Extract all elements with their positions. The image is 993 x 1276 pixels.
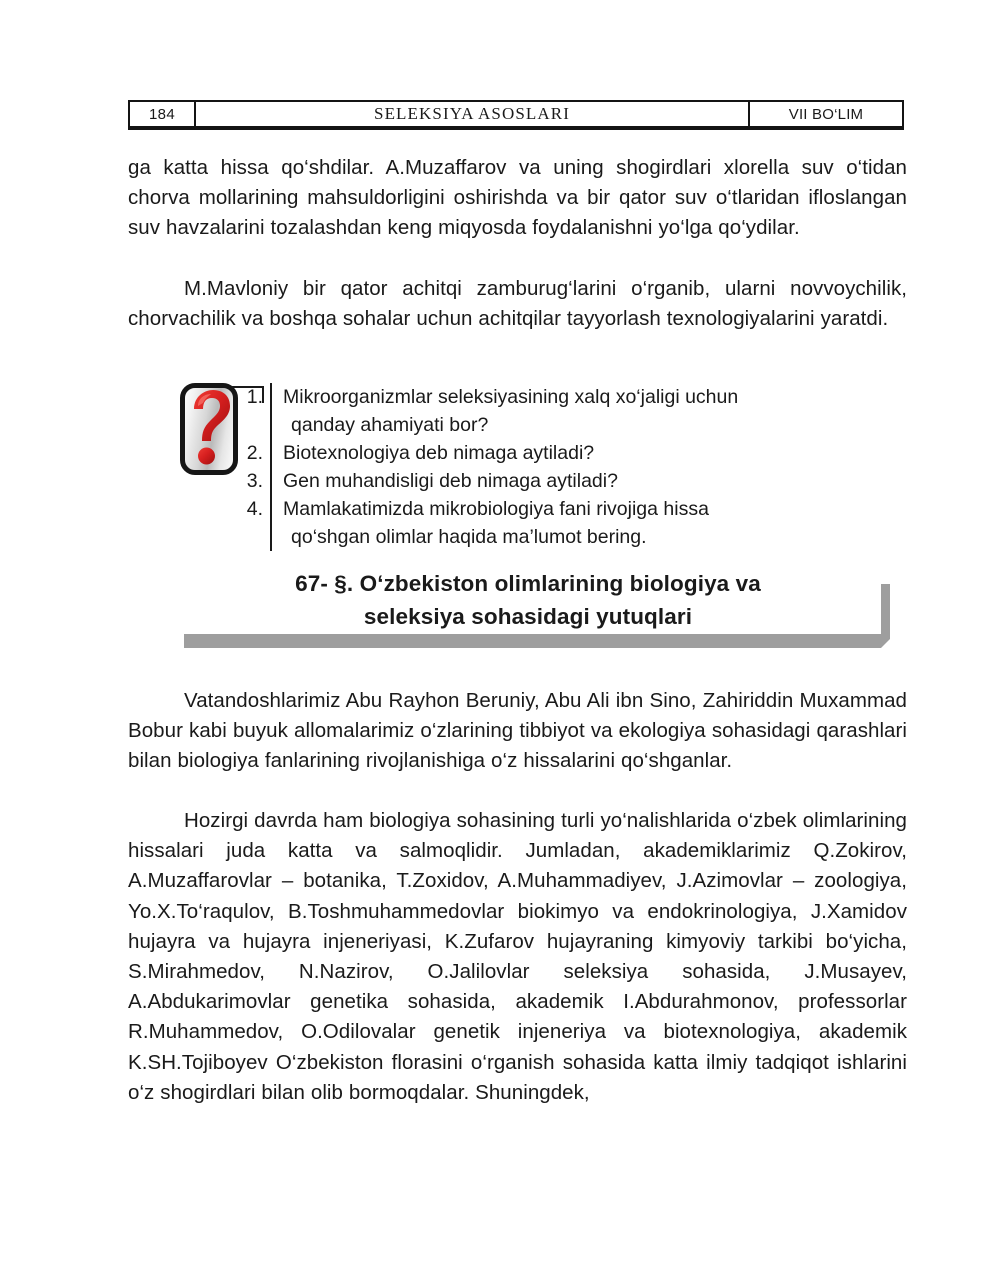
- question-text-line: Mamlakatimizda mikrobiologiya fani rivojiga hissa: [283, 498, 709, 520]
- header-section-label: VII BO‘LIM: [788, 105, 864, 123]
- question-text: [270, 439, 900, 467]
- paragraph-hozirgi: Hozirgi davrda ham biologiya sohasining turli yo‘nalishlarida o‘zbek olimlarining hissalari juda katta va salmoqlidir. Jumladan, akademiklarimiz Q.Zokirov, A.Muzaffarovlar – botanika, T.Zoxidov, A.Muhammadiyev, J.Azimovlar – zoologiya, Yo.X.To‘raqulov, B.Toshmuhammedovlar biokimyo va endokrinologiya, J.Xamidov hujayra va hujayra injeneriyasi, K.Zufarov hujayraning kimyoviy tarkibi bo‘yicha, S.Mirahmedov, N.Nazirov, O.Jalilovlar seleksiya sohasida, J.Musayev, A.Abdukarimovlar genetika sohasida, akademik I.Abdurahmonov, professorlar R.Muhammedov, O.Odilovalar genetik injeneriya va biotexnologiya, akademik K.SH.Tojiboyev O‘zbekiston florasini o‘rganish sohasida katta ilmiy tadqiqot ishlarini o‘z shogirdlari bilan olib bormoqdalar. Shuningdek,: [128, 809, 907, 1104]
- question-mark-icon: [180, 383, 238, 475]
- question-text-line: Gen muhandisligi deb nimaga aytiladi?: [283, 470, 618, 492]
- question-text-line-2: qo‘shgan olimlar haqida ma’lumot bering.: [291, 526, 647, 548]
- body-block-top: [128, 153, 907, 244]
- running-header: [128, 100, 904, 130]
- paragraph-vatandoshlarimiz: Vatandoshlarimiz Abu Rayhon Beruniy, Abu Ali ibn Sino, Zahiriddin Muxammad Bobur kabi buyuk allomalarimiz o‘zlarining tibbiyot va ekologiya sohasidagi qarashlari bilan biologiya fanlarining rivojlanishiga o‘z hissalarini qo‘shganlar.: [128, 689, 907, 773]
- section-heading-box: [175, 570, 881, 634]
- header-page-number: 184: [130, 102, 196, 126]
- question-list: [236, 383, 900, 551]
- body-block-mavloniy: [128, 274, 907, 334]
- question-item: [236, 383, 900, 439]
- body-block-hozirgi: [128, 806, 907, 1108]
- question-number: 2.: [246, 442, 263, 464]
- questions-section: [180, 383, 900, 551]
- body-block-vatandoshlarimiz: [128, 686, 907, 777]
- page-content: [128, 0, 908, 1276]
- header-book-title: SELEKSIYA ASOSLARI: [196, 102, 750, 126]
- question-text: [270, 495, 900, 551]
- question-text-line: Biotexnologiya deb nimaga aytiladi?: [283, 442, 595, 464]
- question-text: [270, 467, 900, 495]
- question-number: 4.: [246, 498, 263, 520]
- question-item: [236, 439, 900, 467]
- question-text-line-2: qanday ahamiyati bor?: [291, 414, 489, 436]
- paragraph-continuation: ga katta hissa qo‘shdilar. A.Muzaffarov va uning shogirdlari xlorella suv o‘tidan chorva mollarining mahsuldorligini oshirishda va bir qator suv o‘tlaridan ifloslangan suv havzalarini tozalashdan keng miqyosda foydalanishni yo‘lga qo‘ydilar.: [128, 156, 907, 240]
- question-number: 3.: [246, 470, 263, 492]
- paragraph-mavloniy: M.Mavloniy bir qator achitqi zamburug‘larini o‘rganib, ularni novvoychilik, chorvachilik va boshqa sohalar uchun achitqilar tayyorlash texnologiyalarini yaratdi.: [128, 277, 907, 331]
- question-item: [236, 467, 900, 495]
- section-heading-line-2: seleksiya sohasidagi yutuqlari: [363, 604, 693, 629]
- question-text: [270, 383, 900, 439]
- section-heading: [175, 570, 890, 648]
- question-number: 1.: [246, 386, 263, 408]
- question-item: [236, 495, 900, 551]
- question-text-line: Mikroorganizmlar seleksiyasining xalq xo‘jaligi uchun: [283, 386, 739, 408]
- section-heading-line-1: 67- §. O‘zbekiston olimlarining biologiya va: [295, 571, 761, 596]
